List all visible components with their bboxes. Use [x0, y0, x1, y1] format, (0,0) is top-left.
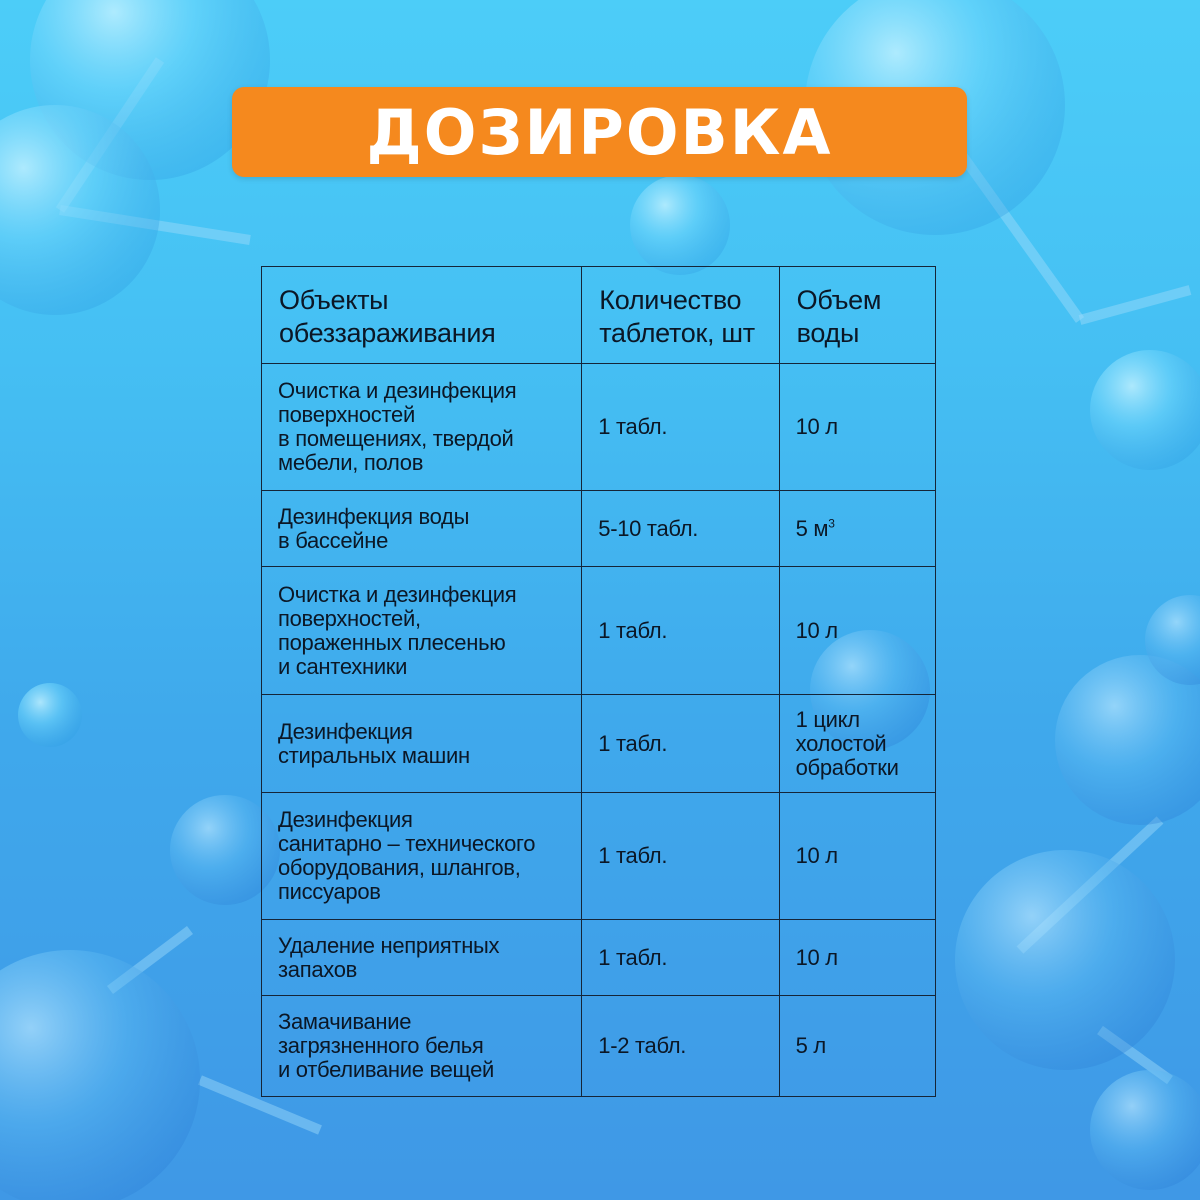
table-row — [262, 996, 936, 1097]
cell-object: Очистка и дезинфекция поверхностей в помещениях, твердой мебели, полов — [262, 364, 582, 491]
table-row — [262, 567, 936, 695]
cell-object: Замачивание загрязненного белья и отбеливание вещей — [262, 996, 582, 1097]
table-row — [262, 364, 936, 491]
table-row — [262, 793, 936, 920]
page-title: ДОЗИРОВКА — [366, 95, 833, 169]
cell-object: Удаление неприятных запахов — [262, 920, 582, 996]
cell-water: 10 л — [779, 920, 935, 996]
cell-tablets: 1 табл. — [582, 793, 779, 920]
header-water: Объем воды — [779, 267, 935, 364]
cell-object: Дезинфекция стиральных машин — [262, 695, 582, 793]
title-banner — [232, 87, 967, 177]
cell-water: 10 л — [779, 364, 935, 491]
cell-tablets: 1 табл. — [582, 695, 779, 793]
header-objects: Объекты обеззараживания — [262, 267, 582, 364]
water-superscript: 3 — [828, 516, 835, 531]
table-row — [262, 920, 936, 996]
cell-tablets: 1 табл. — [582, 364, 779, 491]
table-row — [262, 695, 936, 793]
cell-water: 1 цикл холостой обработки — [779, 695, 935, 793]
cell-tablets: 1 табл. — [582, 920, 779, 996]
table-header-row — [262, 267, 936, 364]
cell-water: 10 л — [779, 567, 935, 695]
cell-tablets: 1 табл. — [582, 567, 779, 695]
cell-object: Очистка и дезинфекция поверхностей, пораженных плесенью и сантехники — [262, 567, 582, 695]
cell-tablets: 5-10 табл. — [582, 491, 779, 567]
header-tablets: Количество таблеток, шт — [582, 267, 779, 364]
cell-water: 10 л — [779, 793, 935, 920]
dosage-table — [261, 266, 936, 1097]
cell-water — [779, 491, 935, 567]
cell-tablets: 1-2 табл. — [582, 996, 779, 1097]
cell-water: 5 л — [779, 996, 935, 1097]
table-row — [262, 491, 936, 567]
cell-object: Дезинфекция воды в бассейне — [262, 491, 582, 567]
water-value: 5 м — [795, 515, 829, 541]
cell-object: Дезинфекция санитарно – технического оборудования, шлангов, писсуаров — [262, 793, 582, 920]
